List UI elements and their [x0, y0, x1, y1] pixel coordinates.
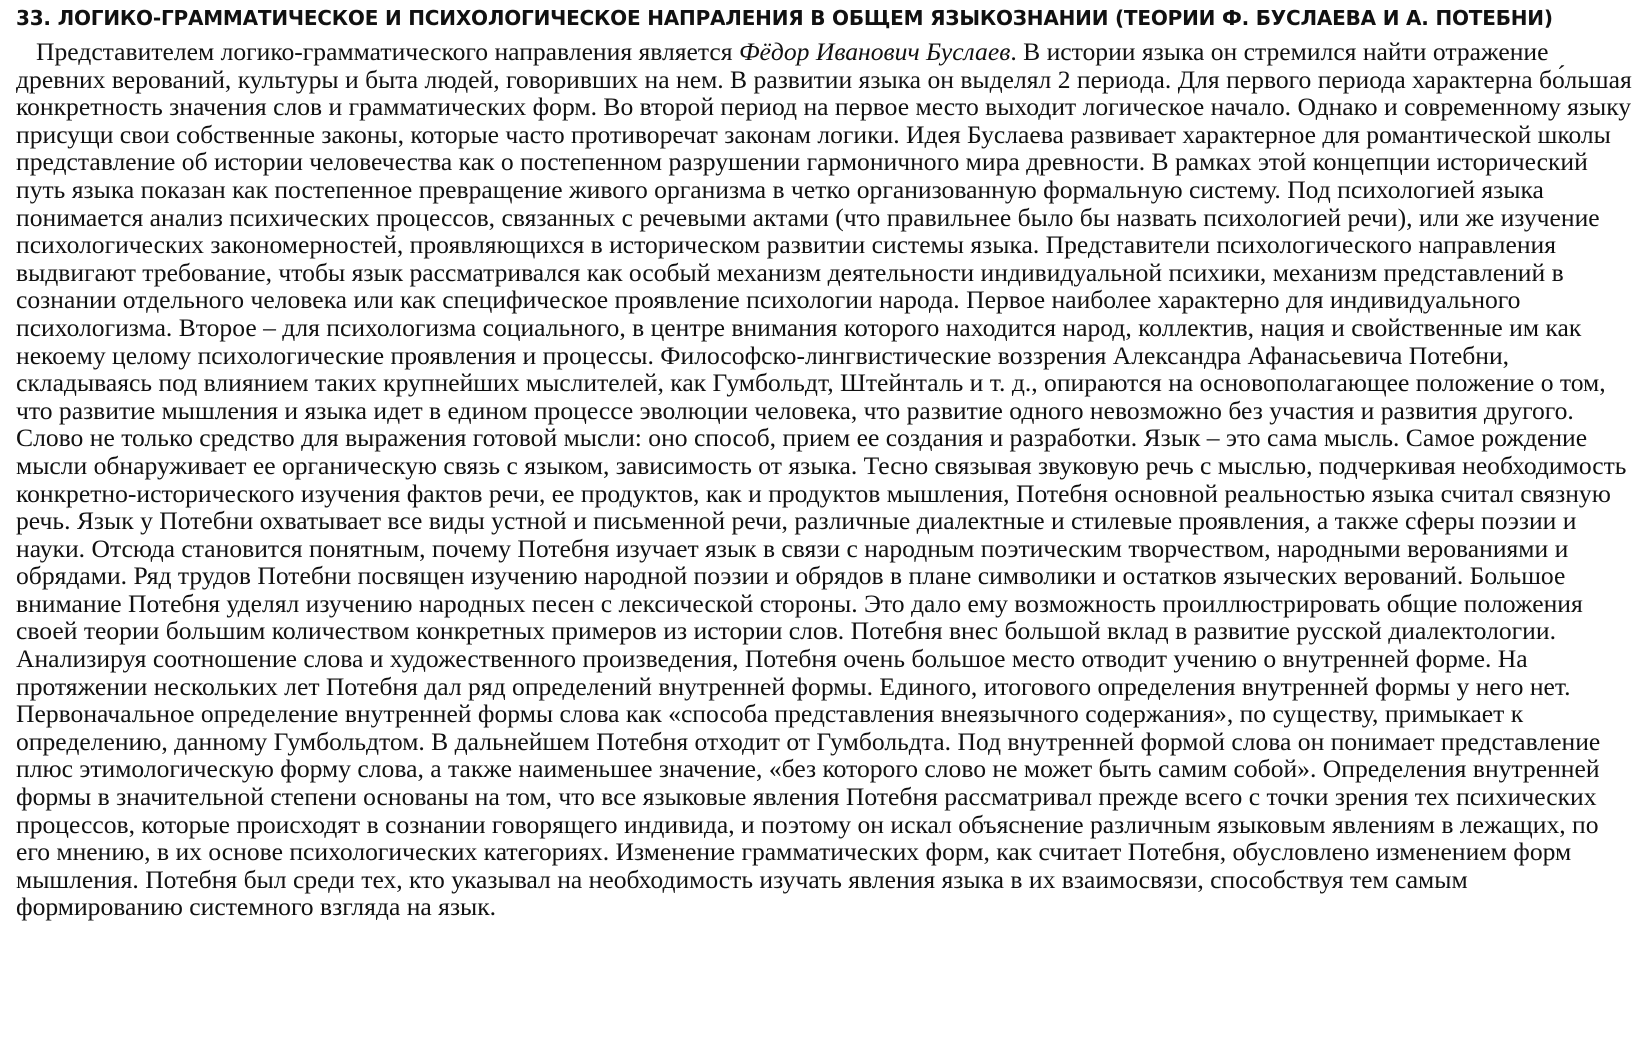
- body-paragraph: [16, 38, 1636, 921]
- paragraph-intro: Представителем логико-грамматического направления является: [36, 37, 739, 66]
- person-name-buslaev: Фёдор Иванович Буслаев: [738, 37, 1011, 66]
- section-heading: 33. ЛОГИКО-ГРАММАТИЧЕСКОЕ И ПСИХОЛОГИЧЕСКОЕ НАПРАЛЕНИЯ В ОБЩЕМ ЯЗЫКОЗНАНИИ (ТЕОРИИ Ф. БУСЛАЕВА И А. ПОТЕБНИ): [16, 6, 1553, 30]
- document-page: [16, 4, 1636, 921]
- paragraph-rest: . В истории языка он стремился найти отражение древних верований, культуры и быта людей, говоривших на нем. В развитии языка он выделял 2 периода. Для первого периода характерна бо́льшая конкретность значения слов и грамматических форм. Во второй период на первое место выходит логическое начало. Однако и современному языку присущи свои собственные законы, которые часто противоречат законам логики. Идея Буслаева развивает характерное для романтической школы представление об истории человечества как о постепенном разрушении гармоничного мира древности. В рамках этой концепции исторический путь языка показан как постепенное превращение живого организма в четко организованную формальную систему. Под психологией языка понимается анализ психических процессов, связанных с речевыми актами (что правильнее было бы назвать психологией речи), или же изучение психологических закономерностей, проявляющихся в историческом развитии системы языка. Представители психологического направления выдвигают требование, чтобы язык рассматривался как особый механизм деятельности индивидуальной психики, механизм представлений в сознании отдельного человека или как специфическое проявление психологии народа. Первое наиболее характерно для индивидуального психологизма. Второе – для психологизма социального, в центре внимания которого находится народ, коллектив, нация и свойственные им как некоему целому психологические проявления и процессы. Философско-лингвистические воззрения Александра Афанасьевича Потебни, складываясь под влиянием таких крупнейших мыслителей, как Гумбольдт, Штейнталь и т. д., опираются на основополагающее положение о том, что развитие мышления и языка идет в едином процессе эволюции человека, что развитие одного невозможно без участия и развития другого. Слово не только средство для выражения готовой мысли: оно способ, прием ее создания и разработки. Язык – это сама мысль. Самое рождение мысли обнаруживает ее органическую связь с языком, зависимость от языка. Тесно связывая звуковую речь с мыслью, подчеркивая необходимость конкретно-исторического изучения фактов речи, ее продуктов, как и продуктов мышления, Потебня основной реальностью языка считал связную речь. Язык у Потебни охватывает все виды устной и письменной речи, различные диалектные и стилевые проявления, а также сферы поэзии и науки. Отсюда становится понятным, почему Потебня изучает язык в связи с народным поэтическим творчеством, народными верованиями и обрядами. Ряд трудов Потебни посвящен изучению народной поэзии и обрядов в плане символики и остатков языческих верований. Большое внимание Потебня уделял изучению народных песен с лексической стороны. Это дало ему возможность проиллюстрировать общие положения своей теории большим количеством конкретных примеров из истории слов. Потебня внес большой вклад в развитие русской диалектологии. Анализируя соотношение слова и художественного произведения, Потебня очень большое место отводит учению о внутренней форме. На протяжении нескольких лет Потебня дал ряд определений внутренней формы. Единого, итогового определения внутренней формы у него нет. Первоначальное определение внутренней формы слова как «способа представления внеязычного содержания», по существу, примыкает к определению, данному Гумбольдтом. В дальнейшем Потебня отходит от Гумбольдта. Под внутренней формой слова он понимает представление плюс этимологическую форму слова, а также наименьшее значение, «без которого слово не может быть самим собой». Определения внутренней формы в значительной степени основаны на том, что все языковые явления Потебня рассматривал прежде всего с точки зрения тех психических процессов, которые происходят в сознании говорящего индивида, и поэтому он искал объяснение различным языковым явлениям в лежащих, по его мнению, в их основе психологических категориях. Изменение грамматических форм, как считает Потебня, обусловлено изменением форм мышления. Потебня был среди тех, кто указывал на необходимость изучать явления языка в их взаимосвязи, способствуя тем самым формированию системного взгляда на язык.: [16, 37, 1632, 922]
